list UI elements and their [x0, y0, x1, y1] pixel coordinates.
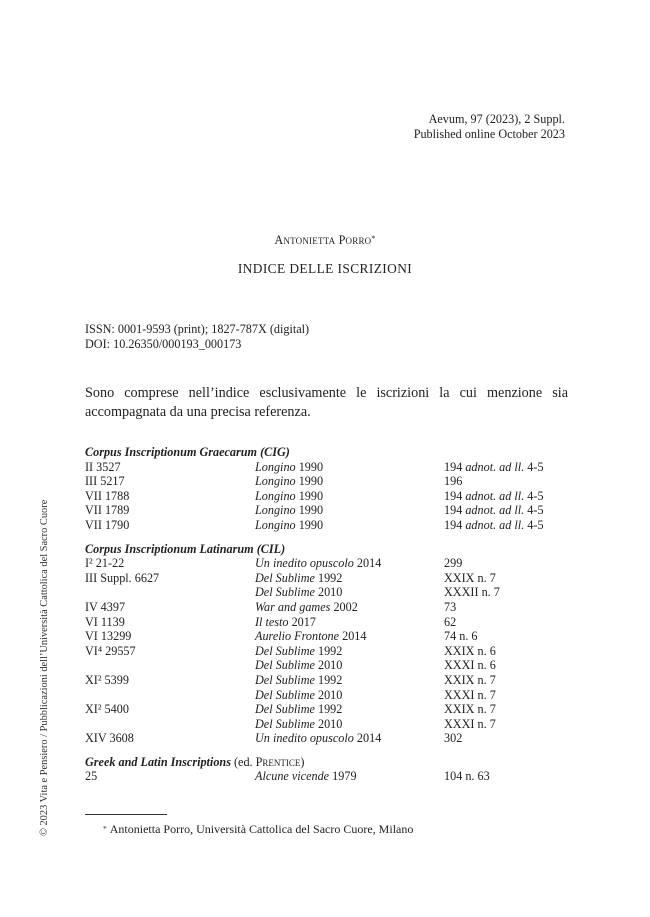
reference-page: XXXII n. 7 — [444, 585, 500, 600]
author-first-name: Antonietta — [274, 233, 336, 247]
work-year: 1992 — [317, 702, 343, 717]
inscription-index — [85, 445, 575, 788]
page-reference — [444, 460, 575, 475]
work-title: Del Sublime — [255, 585, 315, 600]
work-title: Del Sublime — [255, 658, 315, 673]
page-reference — [444, 658, 575, 673]
work-year: 2002 — [333, 599, 358, 614]
work-title: Del Sublime — [255, 570, 315, 585]
work-title: Aurelio Frontone — [255, 629, 340, 644]
inscription-number — [85, 688, 255, 703]
page-reference — [444, 717, 575, 732]
section-heading-editor — [231, 755, 305, 769]
reference-annotation: adnot. ad ll. — [465, 459, 525, 474]
author-last-name: Porro — [338, 233, 372, 247]
bibliographic-work — [255, 518, 444, 533]
inscription-number: III 5217 — [85, 474, 125, 489]
reference-page: 194 — [444, 503, 466, 518]
inscription-number: XI² 5400 — [85, 702, 129, 717]
inscription-number: XI² 5399 — [85, 672, 129, 687]
inscription-number: VI⁴ 29557 — [85, 643, 136, 658]
index-section — [85, 542, 575, 746]
page-reference — [444, 571, 575, 586]
reference-lines: 4-5 — [524, 503, 544, 518]
inscription-number: VII 1789 — [85, 503, 130, 518]
index-row — [85, 600, 575, 615]
page-reference — [444, 474, 575, 489]
inscription-number: II 3527 — [85, 459, 121, 474]
work-title: War and games — [255, 599, 331, 614]
work-year: 1990 — [298, 517, 324, 532]
page-reference — [444, 556, 575, 571]
reference-page: 74 n. 6 — [444, 629, 478, 644]
work-title: Il testo — [255, 614, 289, 629]
editor-suffix: ) — [300, 754, 305, 769]
doi: DOI: 10.26350/000193_000173 — [85, 336, 242, 351]
work-title: Longino — [255, 503, 296, 518]
reference-page: 302 — [444, 731, 463, 746]
index-row — [85, 673, 575, 688]
identifiers — [85, 322, 309, 352]
bibliographic-work — [255, 571, 444, 586]
index-row — [85, 644, 575, 659]
page-reference — [444, 518, 575, 533]
inscription-number: VI 13299 — [85, 629, 132, 644]
intro-paragraph: Sono comprese nell’indice esclusivamente le iscrizioni la cui menzione sia accompagnata da una precisa referenza. — [85, 385, 568, 420]
reference-page: XXIX n. 7 — [444, 702, 496, 717]
reference-page: XXXI n. 7 — [444, 687, 496, 702]
reference-page: 194 — [444, 488, 466, 503]
section-heading — [85, 755, 575, 770]
journal-info — [414, 112, 565, 142]
index-row — [85, 585, 575, 600]
reference-page: 299 — [444, 556, 463, 571]
work-year: 1992 — [317, 570, 343, 585]
bibliographic-work — [255, 503, 444, 518]
work-year: 2017 — [291, 614, 316, 629]
bibliographic-work — [255, 702, 444, 717]
footnote-text: Antonietta Porro, Università Cattolica del Sacro Cuore, Milano — [109, 822, 414, 836]
inscription-number: III Suppl. 6627 — [85, 570, 160, 585]
work-title: Longino — [255, 517, 296, 532]
editor-prefix: (ed. — [230, 754, 256, 769]
inscription-number: 25 — [85, 769, 98, 784]
bibliographic-work — [255, 615, 444, 630]
bibliographic-work — [255, 585, 444, 600]
work-year: 1992 — [317, 672, 343, 687]
work-year: 2014 — [342, 629, 367, 644]
author-footnote-mark[interactable]: * — [371, 234, 376, 243]
bibliographic-work — [255, 474, 444, 489]
index-row — [85, 702, 575, 717]
issn: ISSN: 0001-9593 (print); 1827-787X (digital) — [85, 322, 310, 336]
bibliographic-work — [255, 600, 444, 615]
work-year: 1990 — [298, 488, 324, 503]
bibliographic-work — [255, 658, 444, 673]
reference-annotation: adnot. ad ll. — [465, 503, 525, 518]
reference-lines: 4-5 — [524, 488, 544, 503]
index-row — [85, 571, 575, 586]
work-year: 2010 — [317, 716, 343, 731]
work-title: Longino — [255, 488, 296, 503]
reference-page: 73 — [444, 599, 457, 614]
index-row — [85, 688, 575, 703]
page-reference — [444, 769, 575, 784]
bibliographic-work — [255, 460, 444, 475]
page-reference — [444, 503, 575, 518]
inscription-number: VI 1139 — [85, 614, 125, 629]
page-reference — [444, 585, 575, 600]
work-title: Longino — [255, 459, 296, 474]
index-row — [85, 769, 575, 784]
work-title: Alcune vicende — [255, 769, 330, 784]
bibliographic-work — [255, 629, 444, 644]
section-heading — [85, 445, 575, 460]
bibliographic-work — [255, 688, 444, 703]
work-year: 2010 — [317, 687, 343, 702]
footnote — [103, 822, 413, 837]
bibliographic-work — [255, 673, 444, 688]
page-reference — [444, 688, 575, 703]
page-reference — [444, 673, 575, 688]
reference-page: 104 n. 63 — [444, 769, 490, 784]
work-year: 1979 — [332, 769, 357, 784]
bibliographic-work — [255, 489, 444, 504]
reference-page: XXIX n. 7 — [444, 570, 496, 585]
section-heading — [85, 542, 575, 557]
inscription-number: XIV 3608 — [85, 731, 134, 746]
index-row — [85, 474, 575, 489]
page-reference — [444, 731, 575, 746]
work-title: Del Sublime — [255, 672, 315, 687]
index-section — [85, 445, 575, 533]
work-title: Del Sublime — [255, 687, 315, 702]
publication-date: Published online October 2023 — [413, 126, 565, 141]
bibliographic-work — [255, 644, 444, 659]
reference-page: XXIX n. 7 — [444, 672, 496, 687]
work-year: 1992 — [317, 643, 343, 658]
work-year: 1990 — [298, 503, 324, 518]
inscription-number: VII 1790 — [85, 517, 130, 532]
inscription-number — [85, 585, 255, 600]
reference-page: XXIX n. 6 — [444, 643, 496, 658]
inscription-number — [85, 658, 255, 673]
reference-lines: 4-5 — [524, 459, 544, 474]
reference-page: 62 — [444, 614, 457, 629]
inscription-number: I² 21-22 — [85, 556, 125, 571]
footnote-mark: * — [103, 824, 107, 833]
work-year: 1990 — [298, 459, 324, 474]
index-row — [85, 615, 575, 630]
reference-lines: 4-5 — [524, 517, 544, 532]
page-reference — [444, 629, 575, 644]
index-row — [85, 460, 575, 475]
journal-citation: Aevum, 97 (2023), 2 Suppl. — [428, 112, 565, 126]
reference-page: XXXI n. 6 — [444, 658, 496, 673]
work-year: 2010 — [317, 585, 343, 600]
editor-name: Prentice — [255, 754, 301, 769]
index-section — [85, 755, 575, 784]
reference-page: 194 — [444, 459, 466, 474]
work-title: Longino — [255, 474, 296, 489]
author-name — [0, 233, 650, 248]
article-title: INDICE DELLE ISCRIZIONI — [237, 261, 413, 276]
index-row — [85, 489, 575, 504]
bibliographic-work — [255, 769, 444, 784]
page-reference — [444, 702, 575, 717]
work-year: 1990 — [298, 474, 324, 489]
index-row — [85, 717, 575, 732]
inscription-number: VII 1788 — [85, 488, 130, 503]
copyright-sidebar: © 2023 Vita e Pensiero / Pubblicazioni dell’Università Cattolica del Sacro Cuore — [39, 499, 50, 836]
work-title: Un inedito opuscolo — [255, 556, 354, 571]
footnote-rule — [85, 814, 167, 815]
work-year: 2014 — [356, 556, 382, 571]
work-year: 2014 — [356, 731, 382, 746]
page-reference — [444, 644, 575, 659]
reference-page: 196 — [444, 474, 463, 489]
work-title: Un inedito opuscolo — [255, 731, 354, 746]
section-heading-title: Corpus Inscriptionum Graecarum (CIG) — [85, 445, 290, 459]
index-row — [85, 503, 575, 518]
page-reference — [444, 600, 575, 615]
inscription-number — [85, 717, 255, 732]
reference-annotation: adnot. ad ll. — [465, 517, 525, 532]
bibliographic-work — [255, 717, 444, 732]
section-heading-title: Greek and Latin Inscriptions — [85, 754, 231, 769]
page-reference — [444, 489, 575, 504]
reference-annotation: adnot. ad ll. — [465, 488, 525, 503]
bibliographic-work — [255, 556, 444, 571]
work-title: Del Sublime — [255, 716, 315, 731]
page-reference — [444, 615, 575, 630]
reference-page: 194 — [444, 517, 466, 532]
index-row — [85, 658, 575, 673]
work-title: Del Sublime — [255, 702, 315, 717]
section-heading-title: Corpus Inscriptionum Latinarum (CIL) — [85, 541, 286, 556]
work-title: Del Sublime — [255, 643, 315, 658]
index-row — [85, 556, 575, 571]
index-row — [85, 518, 575, 533]
reference-page: XXXI n. 7 — [444, 716, 496, 731]
index-row — [85, 731, 575, 746]
inscription-number: IV 4397 — [85, 599, 126, 614]
work-year: 2010 — [317, 658, 343, 673]
index-row — [85, 629, 575, 644]
bibliographic-work — [255, 731, 444, 746]
